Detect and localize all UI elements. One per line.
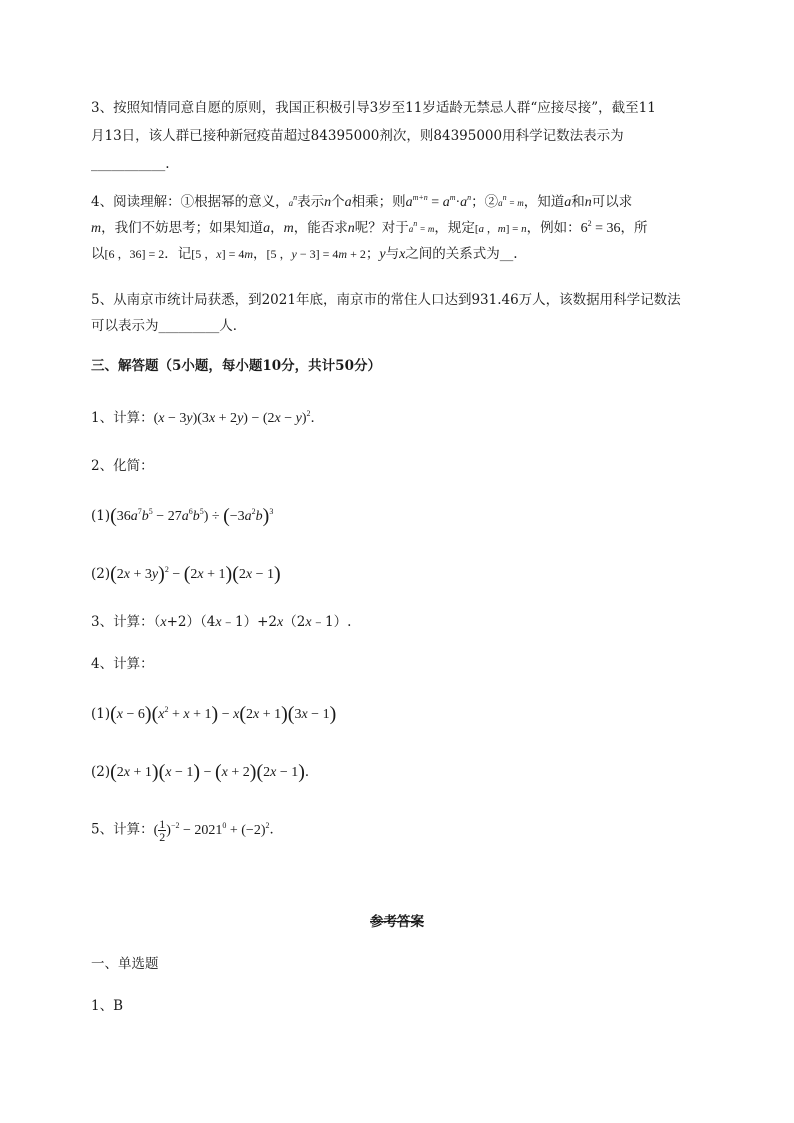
answers-section1: 一、单选题 [91,956,159,972]
s3-q3-text: ﹣1）. [311,614,352,630]
q4-text: ，知道 [523,194,565,210]
s3-q3-text: （2 [283,614,306,630]
q4-text: 相乘；则 [351,194,406,210]
s3-q3-text: +2）（4 [166,614,216,630]
q4-text: 呢？对于 [354,220,409,236]
q4-text: ；② [471,194,499,210]
part-label: (1) [91,706,111,722]
q4-text: ，例如： [526,220,581,236]
q4-text: 和 [571,194,585,210]
q3-line2: 月13日，该人群已接种新冠疫苗超过84395000剂次，则84395000用科学记数法表示为 [91,128,624,144]
s3-q1: 1、计算：$(x - 3y)(3x + 2y) - (2x - y)^2$． [91,409,325,426]
q4-text: ，能否求 [293,220,348,236]
answers-title [0,910,794,930]
q5-line2: 可以表示为_________人． [91,318,247,334]
q4-text: ，所 [620,220,648,236]
q4-text: ，我们不妨思考；如果知道 [101,220,264,236]
s3-q2-part2: $(2)(2x + 3y)^2 - (2x + 1)(2x - 1)$ [91,563,281,585]
s3-q5: 5、计算：( $\frac{1}{2}$ )$^{-2} - 2021^0 + (-2)^2$． [91,817,283,844]
q3-line3: ___________. [91,156,170,172]
q4-text: 个 [331,194,345,210]
q3-line1: 3、按照知情同意自愿的原则，我国正积极引导3岁至11岁适龄无禁忌人群“应接尽接”，截至11 [91,100,656,116]
q4-line2: m，我们不妨思考；如果知道a，m，能否求n呢？对于$a^n = m$，规定[a ，m] = n，例如：$6^2 = 36$，所 [91,219,648,236]
s3-q4-part1: $(1)(x - 6)(x^2 + x + 1) - x(2x + 1)(3x - 1)$ [91,703,337,725]
q4-text: ， [270,220,284,236]
part-label: (2) [91,764,111,780]
part-label: (1) [91,508,111,524]
s3-q4-part2: (2)(2x + 1)(x − 1) − (x + 2)(2x − 1)． [91,761,319,783]
q4-text: 表示 [297,194,325,210]
q4-text: ， [253,246,267,262]
part-label: (2) [91,566,111,582]
s3-q1-label: 1、计算： [91,410,154,426]
q4-text: 之间的关系式为__. [405,246,518,262]
q4-text: ，规定 [434,220,475,236]
q4-text: 4、阅读理解：①根据幂的意义， [91,194,289,210]
s3-q3: 3、计算：（x+2）（4x﹣1）+2x（2x﹣1）. [91,614,352,630]
s3-q3-text: 3、计算：（ [91,614,161,630]
q4-line3: 以[6 ，36] = 2．记[5 ，x] = 4m，[5 ，y − 3] = 4m + 2；y与x之间的关系式为__. [91,246,518,262]
section3-heading: 三、解答题（5小题，每小题10分，共计50分） [91,358,381,374]
q4-text: ； [365,246,380,262]
q4-line1: 4、阅读理解：①根据幂的意义，$a^n$表示n个a相乘；则$a^{m+n} = a^m\cdot a^n$；$②a^n = m$，知道a和n可以求 [91,193,633,210]
s3-q2-part1: $(1)(36a^7b^5 - 27a^6b^5) \div (-3a^2b)^3$ [91,505,274,527]
answer-1: 1、B [91,998,124,1014]
q4-text: 可以求 [591,194,633,210]
q4-text: 以 [91,246,105,262]
q4-text: 与 [385,246,400,262]
s3-q3-text: ﹣1）+2 [221,614,278,630]
answers-title-text: 参考答案 [370,914,424,930]
s3-q4: 4、计算： [91,656,154,672]
s3-q2: 2、化简： [91,458,154,474]
q5-line1: 5、从南京市统计局获悉，到2021年底，南京市的常住人口达到931.46万人，该数据用科学记数法 [91,292,681,308]
q4-text: ．记 [164,246,192,262]
s3-q5-label: 5、计算： [91,821,154,838]
